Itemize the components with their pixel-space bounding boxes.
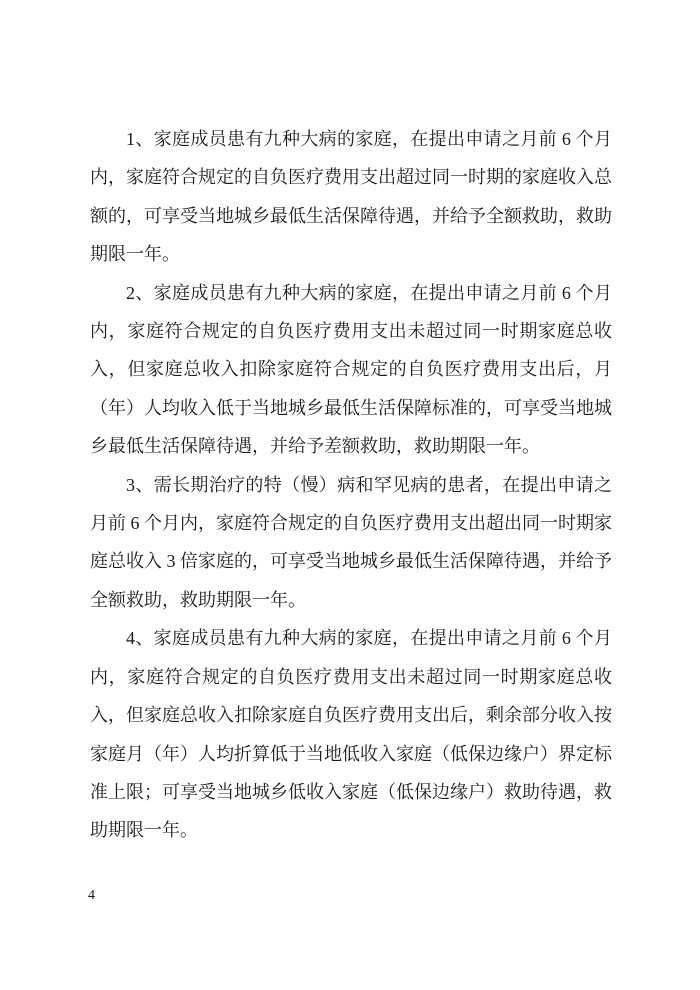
document-body xyxy=(90,120,612,850)
page-number: 4 xyxy=(88,888,95,903)
paragraph-1: 1、家庭成员患有九种大病的家庭，在提出申请之月前 6 个月内，家庭符合规定的自负医疗费用支出超过同一时期的家庭收入总额的，可享受当地城乡最低生活保障待遇，并给予全额救助，救助期限一年。 xyxy=(90,129,612,265)
paragraph-3: 3、需长期治疗的特（慢）病和罕见病的患者，在提出申请之月前 6 个月内，家庭符合规定的自负医疗费用支出超出同一时期家庭总收入 3 倍家庭的，可享受当地城乡最低生活保障待遇，并给予全额救助，救助期限一年。 xyxy=(90,474,612,610)
paragraph-4: 4、家庭成员患有九种大病的家庭，在提出申请之月前 6 个月内，家庭符合规定的自负医疗费用支出未超过同一时期家庭总收入，但家庭总收入扣除家庭自负医疗费用支出后，剩余部分收入按家庭月（年）人均折算低于当地低收入家庭（低保边缘户）界定标准上限；可享受当地城乡低收入家庭（低保边缘户）救助待遇，救助期限一年。 xyxy=(90,628,612,841)
paragraph-2: 2、家庭成员患有九种大病的家庭，在提出申请之月前 6 个月内，家庭符合规定的自负医疗费用支出未超过同一时期家庭总收入，但家庭总收入扣除家庭符合规定的自负医疗费用支出后，月（年）人均收入低于当地城乡最低生活保障标准的，可享受当地城乡最低生活保障待遇，并给予差额救助，救助期限一年。 xyxy=(90,282,612,457)
